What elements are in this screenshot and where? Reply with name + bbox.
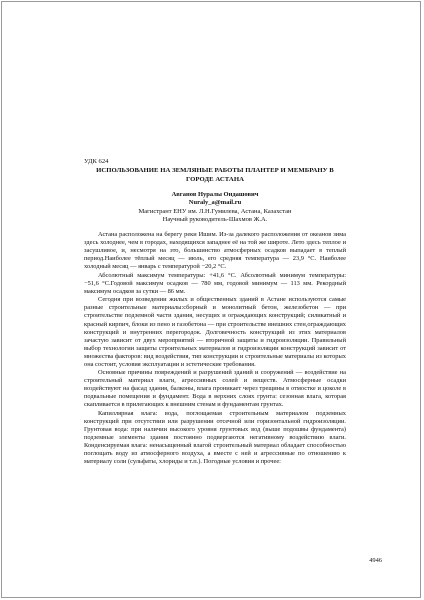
article-body <box>84 231 346 466</box>
article-content <box>84 158 346 467</box>
paragraph-5: Капиллярная влага: вода, поглощаемая строительным материалом подземных конструкций при отсутствии или разрушении отсечной или горизонтальной гидроизоляции. Грунтовая вода: при наличии высокого уровня грунтовых вод (выше подошвы фундамента) подземные элементы здания постоянно подвергаются негативному воздействию влаги. Конденсируемая влага: ненасыщенный влагой строительный материал обладает способностью поглощать воду из атмосферного воздуха, а вместе с ней и агрессивные по отношению к материалу соли (сульфаты, хлориды и т.п.). Погодные условия и прочее: <box>84 410 346 466</box>
author-affiliation: Магистрант ЕНУ им. Л.Н.Гумилева, Астана, Казахстан <box>138 207 292 215</box>
supervisor: Научный руководитель-Шахмов Ж.А. <box>162 215 268 223</box>
paragraph-1: Астана расположена на берегу реки Ишим. Из-за далекого расположения от океанов зима здесь холоднее, чем в городах, находящихся западнее её на той же широте. Лето здесь теплое и засушливое, и, несмотря на это, большинство атмосферных осадков выпадает в теплый период.Наиболее тёплый месяц — июль, его средняя температура — 23,9 °C. Наиболее холодный месяц — январь с температурой −20,2 °C. <box>84 231 346 271</box>
udc-code: УДК 624 <box>84 158 109 165</box>
paragraph-2: Абсолютный максимум температуры: +41,6 °C. Абсолютный минимум температуры: −51,6 °C.Годовой максимум осадков — 780 мм, годовой минимум — 113 мм. Рекордный максимум осадков за сутки — 86 мм. <box>84 271 346 295</box>
paragraph-3: Сегодня при возведении жилых и общественных зданий в Астане используются самые разные строительные материалы:сборный и монолитный бетон, железобетон — при строительстве подземной части здания, несущих и ограждающих конструкций; силикатный и красный кирпич, блоки из пено и газобетона — при строительстве внешних стен,ограждающих конструкций и внутренних перегородок. Долговечность конструкций из этих материалов зачастую зависит от двух мероприятий — вторичной защиты и гидроизоляции. Правильный выбор технологии защиты строительных материалов и гидроизоляции конструкций зависит от множества факторов: вид воздействия, тип конструкции и строительные материалы из которых она состоит, условия эксплуатации и эстетические требования. <box>84 296 346 368</box>
author-block <box>84 191 346 224</box>
page-number: 4946 <box>369 557 382 564</box>
article-title: ИСПОЛЬЗОВАНИЕ НА ЗЕМЛЯНЫЕ РАБОТЫ ПЛАНТЕР И МЕМБРАНУ В ГОРОДЕ АСТАНА <box>96 167 334 183</box>
author-name: Авганов Нуралы Ондашович <box>171 191 259 199</box>
author-email: Nuraly_a@mail.ru <box>188 199 242 207</box>
paragraph-4: Основные причины повреждений и разрушений зданий и сооружений — воздействие на строительный материал влаги, агрессивных солей и веществ. Атмосферные осадки воздействуют на фасад здания, балконы, влага проникает через трещины в отмостке и цоколе в подвальные помещения и фундамент. Вода в верхних слоях грунта: сезонная влага, которая скапливается в прилегающих к внешним стенам и фундаментам грунтах. <box>84 369 346 409</box>
